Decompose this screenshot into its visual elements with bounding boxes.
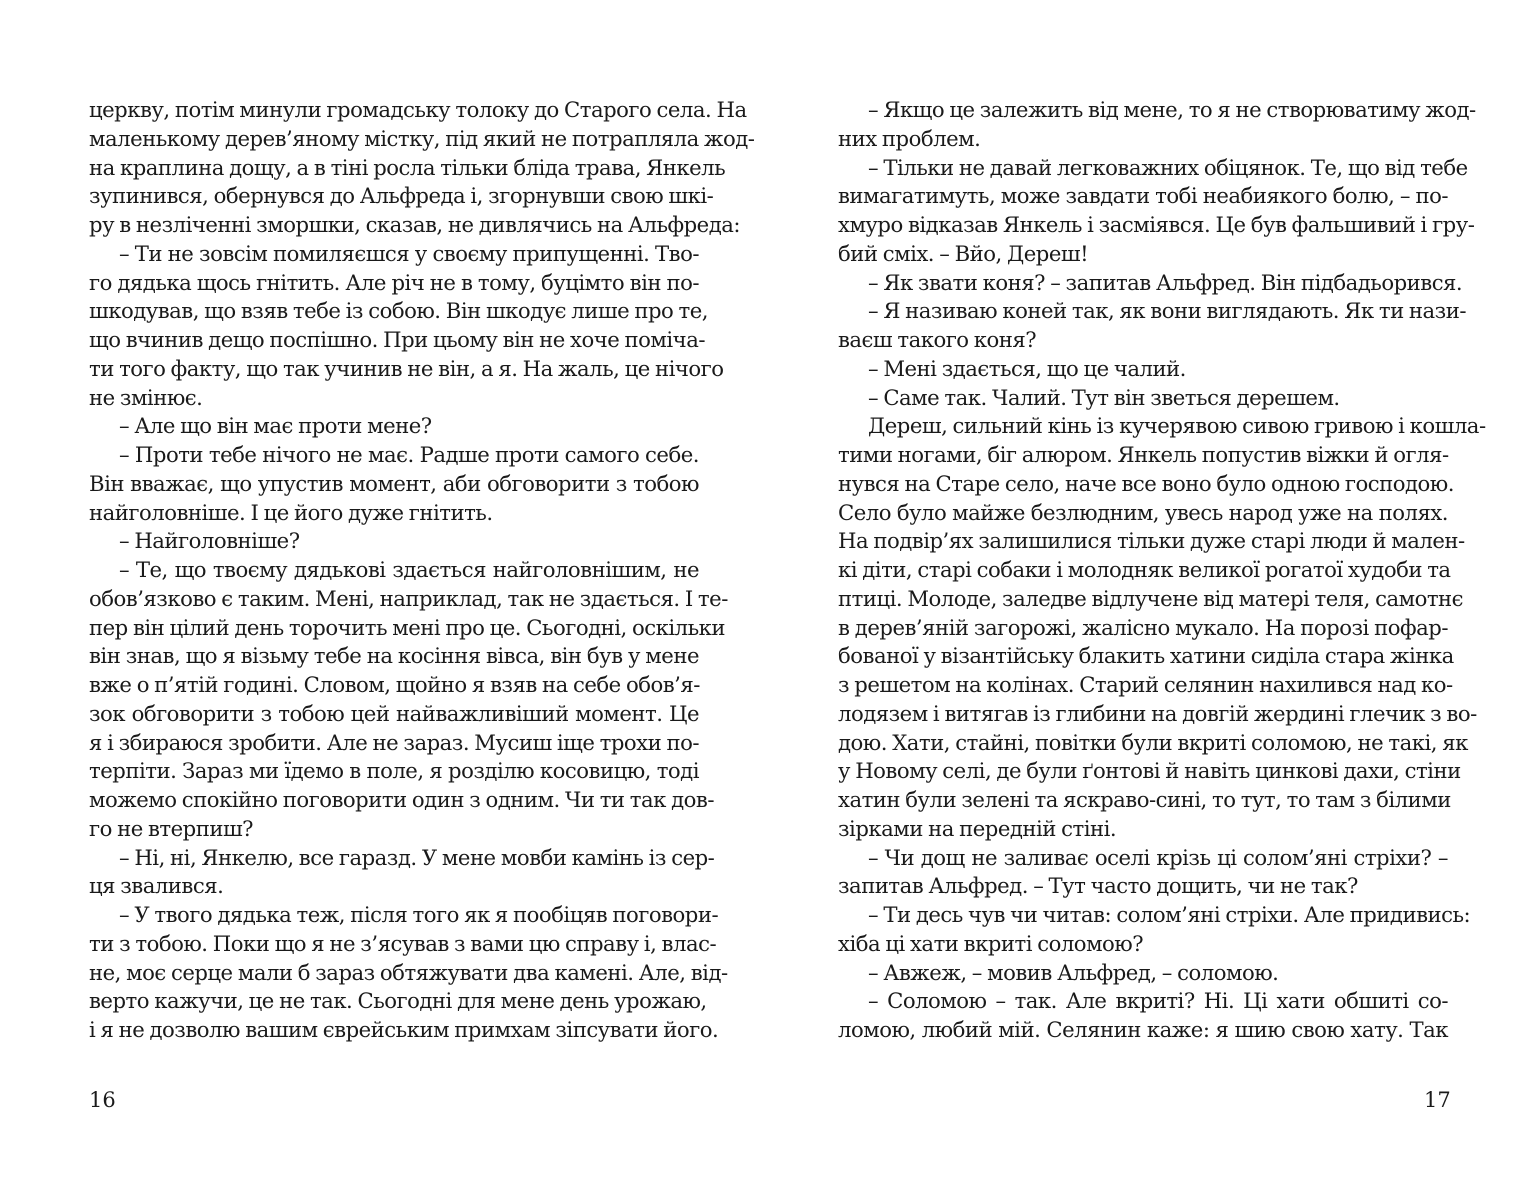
text-line: кі діти, старі собаки і молодняк великої рогатої худоби та bbox=[838, 557, 1451, 582]
text-line: Село було майже безлюдним, увесь народ уже на полях. bbox=[838, 499, 1448, 525]
text-line: ломою, любий мій. Селянин каже: я шию свою хату. Так bbox=[838, 1017, 1448, 1042]
text-line: – Чи дощ не заливає оселі крізь ці солом’яні стріхи? – bbox=[868, 844, 1448, 870]
text-line: них проблем. bbox=[838, 125, 981, 151]
text-line: нувся на Старе село, наче все воно було одною господою. bbox=[838, 470, 1454, 496]
text-line: вже о п’ятій годині. Словом, щойно я взяв на себе обов’я- bbox=[89, 672, 700, 697]
text-line: – Я називаю коней так, як вони виглядають. Як ти нази- bbox=[868, 298, 1467, 324]
text-line: з решетом на колінах. Старий селянин нахилився над ко- bbox=[838, 672, 1453, 697]
text-line: бий сміх. – Вйо, Дереш! bbox=[838, 240, 1089, 266]
text-line: дою. Хати, стайні, повітки були вкриті соломою, не такі, як bbox=[838, 729, 1468, 755]
text-line: лодязем і витягав із глибини на довгій жердині глечик з во- bbox=[838, 700, 1477, 726]
text-line: хіба ці хати вкриті соломою? bbox=[838, 930, 1144, 956]
text-line: – Як звати коня? – запитав Альфред. Він підбадьорився. bbox=[868, 269, 1463, 295]
text-line: – Мені здається, що це чалий. bbox=[868, 355, 1186, 381]
text-line: – Авжеж, – мовив Альфред, – соломою. bbox=[868, 959, 1279, 985]
text-line: можемо спокійно поговорити один з одним. Чи ти так дов- bbox=[89, 787, 715, 812]
text-line: Він вважає, що упустив момент, аби обговорити з тобою bbox=[89, 470, 699, 496]
text-line: маленькому дерев’яному містку, під який не потрапляла жод- bbox=[89, 125, 755, 151]
text-line: – Проти тебе нічого не має. Радше проти самого себе. bbox=[119, 442, 699, 467]
text-line: – Але що він має проти мене? bbox=[119, 413, 432, 439]
text-line: го дядька щось гнітить. Але річ не в тому, буцімто він по- bbox=[89, 269, 699, 295]
text-line: – Саме так. Чалий. Тут він зветься дерешем. bbox=[868, 384, 1340, 410]
text-line: зірками на передній стіні. bbox=[838, 815, 1117, 841]
text-line: – Ти не зовсім помиляєшся у своєму припущенні. Тво- bbox=[119, 240, 699, 266]
text-line: у Новому селі, де були ґонтові й навіть цинкові дахи, стіни bbox=[838, 758, 1461, 784]
text-line: в дерев’яній загорожі, жалісно мукало. На порозі пофар- bbox=[838, 614, 1448, 640]
text-line: На подвір’ях залишилися тільки дуже старі люди й мален- bbox=[838, 528, 1465, 554]
text-line: го не втерпиш? bbox=[89, 815, 254, 841]
left-page-text bbox=[89, 96, 755, 1045]
text-line: – У твого дядька теж, після того як я пообіцяв поговори- bbox=[119, 902, 719, 927]
text-line: зок обговорити з тобою цей найважливіший момент. Це bbox=[89, 700, 699, 726]
text-line: – Тільки не давай легковажних обіцянок. Те, що від тебе bbox=[868, 154, 1468, 180]
text-line: – Соломою – так. Але вкриті? Ні. Ці хати обшиті со- bbox=[868, 988, 1448, 1014]
text-line: зупинився, обернувся до Альфреда і, згорнувши свою шкі- bbox=[89, 183, 714, 209]
text-line: що вчинив дещо поспішно. При цьому він не хоче поміча- bbox=[89, 327, 705, 352]
text-line: бованої у візантійську блакить хатини сиділа стара жінка bbox=[838, 643, 1454, 669]
text-line: ваєш такого коня? bbox=[838, 327, 1037, 352]
text-line: птиці. Молоде, заледве відлучене від матері теля, самотнє bbox=[838, 585, 1464, 611]
text-line: він знав, що я візьму тебе на косіння вівса, він був у мене bbox=[89, 643, 699, 669]
text-line: запитав Альфред. – Тут часто дощить, чи не так? bbox=[838, 873, 1358, 899]
text-line: не змінює. bbox=[89, 384, 203, 410]
text-line: – Якщо це залежить від мене, то я не створюватиму жод- bbox=[868, 97, 1476, 122]
text-line: вимагатимуть, може завдати тобі неабиякого болю, – по- bbox=[838, 183, 1448, 209]
text-line: ця звалився. bbox=[89, 873, 224, 899]
text-line: ти з тобою. Поки що я не з’ясував з вами цю справу і, влас- bbox=[89, 930, 717, 956]
text-line: шкодував, що взяв тебе із собою. Він шкодує лише про те, bbox=[89, 298, 709, 324]
text-line: хатин були зелені та яскраво-сині, то тут, то там з білими bbox=[838, 787, 1451, 812]
text-line: Дереш, сильний кінь із кучерявою сивою гривою і кошла- bbox=[868, 413, 1486, 439]
text-line: тими ногами, біг алюром. Янкель попустив віжки й огля- bbox=[838, 442, 1449, 467]
text-line: церкву, потім минули громадську толоку до Старого села. На bbox=[89, 97, 747, 122]
text-line: – Найголовніше? bbox=[119, 528, 300, 554]
text-line: і я не дозволю вашим єврейським примхам зіпсувати його. bbox=[89, 1017, 719, 1042]
right-page-text bbox=[838, 96, 1486, 1045]
text-line: найголовніше. І це його дуже гнітить. bbox=[89, 499, 493, 525]
text-line: на краплина дощу, а в тіні росла тільки бліда трава, Янкель bbox=[89, 154, 726, 180]
text-line: обов’язково є таким. Мені, наприклад, так не здається. І те- bbox=[89, 585, 728, 611]
right-page-number: 17 bbox=[1424, 1088, 1451, 1112]
text-line: терпіти. Зараз ми їдемо в поле, я розділю косовицю, тоді bbox=[89, 758, 699, 784]
left-page-number: 16 bbox=[89, 1088, 116, 1112]
text-line: хмуро відказав Янкель і засміявся. Це був фальшивий і гру- bbox=[838, 212, 1475, 237]
text-line: – Те, що твоєму дядькові здається найголовнішим, не bbox=[119, 557, 699, 582]
text-line: – Ти десь чув чи читав: солом’яні стріхи. Але придивись: bbox=[868, 902, 1471, 927]
text-line: верто кажучи, це не так. Сьогодні для мене день урожаю, bbox=[89, 988, 707, 1014]
text-line: – Ні, ні, Янкелю, все гаразд. У мене мовби камінь із сер- bbox=[119, 844, 715, 870]
text-line: ти того факту, що так учинив не він, а я. На жаль, це нічого bbox=[89, 355, 724, 381]
text-line: ру в незліченні зморшки, сказав, не дивлячись на Альфреда: bbox=[89, 212, 741, 237]
text-line: не, моє серце мали б зараз обтяжувати два камені. Але, від- bbox=[89, 959, 728, 985]
text-line: я і збираюся зробити. Але не зараз. Мусиш іще трохи по- bbox=[89, 729, 700, 755]
text-line: пер він цілий день торочить мені про це. Сьогодні, оскільки bbox=[89, 614, 725, 640]
